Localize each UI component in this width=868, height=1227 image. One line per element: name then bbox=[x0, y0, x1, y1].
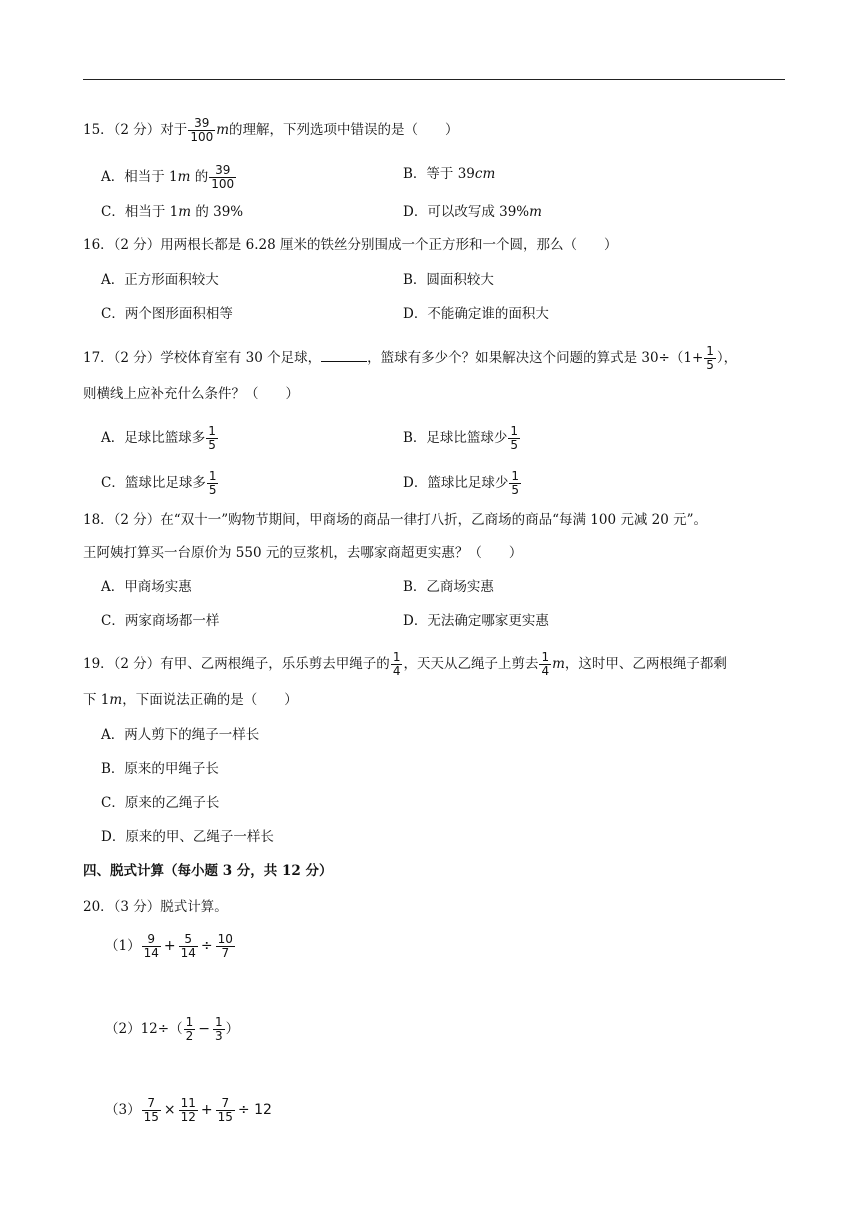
q17-option-d[interactable]: D．篮球比足球少 $\frac{1}{5}$ bbox=[403, 469, 519, 497]
fraction: $\frac{1}{5}$ bbox=[706, 344, 714, 372]
fraction: $\frac{1}{5}$ bbox=[510, 424, 519, 452]
fraction: $\frac{1}{2}$ bbox=[185, 1015, 194, 1043]
q19-stem: 19．（2 分）有甲、乙两根绳子，乐乐剪去甲绳子的 $\frac{1}{4}$ ，天天从乙绳子上剪去 $\frac{1}{4}$ m，这时甲、乙两根绳子都剩 bbox=[83, 650, 727, 678]
fraction: $\frac{5}{14}$ bbox=[180, 932, 196, 960]
q17-option-c[interactable]: C．篮球比足球多 $\frac{1}{5}$ bbox=[101, 469, 217, 497]
fraction: $\frac{7}{15}$ bbox=[143, 1096, 159, 1124]
header-rule bbox=[83, 79, 785, 80]
q18-option-d[interactable]: D．无法确定哪家更实惠 bbox=[403, 613, 549, 629]
q19-option-b[interactable]: B．原来的甲绳子长 bbox=[101, 761, 219, 777]
q16-option-c[interactable]: C．两个图形面积相等 bbox=[101, 306, 233, 322]
q17-option-b[interactable]: B．足球比篮球少 $\frac{1}{5}$ bbox=[403, 424, 519, 452]
q18-stem-line2: 王阿姨打算买一台原价为 550 元的豆浆机，去哪家商超更实惠？（ ） bbox=[83, 545, 523, 561]
q18-option-a[interactable]: A．甲商场实惠 bbox=[101, 579, 192, 595]
fraction: $\frac{1}{4}$ bbox=[541, 650, 550, 678]
q20-part-2: （2）12÷（ $\frac{1}{2}$ − $\frac{1}{3}$ ） bbox=[105, 1015, 240, 1043]
q20-part-3: （3） $\frac{7}{15}$ × $\frac{11}{12}$ + $\frac{7}{15}$ ÷ 12 bbox=[105, 1096, 272, 1124]
q17-option-a[interactable]: A．足球比篮球多 $\frac{1}{5}$ bbox=[101, 424, 216, 452]
fraction: $\frac{1}{5}$ bbox=[208, 469, 217, 497]
fraction: $\frac{1}{4}$ bbox=[392, 650, 401, 678]
q18-stem: 18．（2 分）在“双十一”购物节期间，甲商场的商品一律打八折，乙商场的商品“每满 100 元减 20 元”。 bbox=[83, 512, 708, 528]
fraction: $\frac{1}{5}$ bbox=[208, 424, 216, 452]
q19-option-d[interactable]: D．原来的甲、乙绳子一样长 bbox=[101, 829, 274, 845]
q18-option-b[interactable]: B．乙商场实惠 bbox=[403, 579, 494, 595]
fraction: $\frac{1}{3}$ bbox=[214, 1015, 223, 1043]
q19-option-a[interactable]: A．两人剪下的绳子一样长 bbox=[101, 727, 260, 743]
fraction: $\frac{10}{7}$ bbox=[217, 932, 233, 960]
q19-stem-line2: 下 1m，下面说法正确的是（ ） bbox=[83, 692, 298, 708]
q15-option-b[interactable]: B．等于 39cm bbox=[403, 166, 496, 182]
q16-option-a[interactable]: A．正方形面积较大 bbox=[101, 272, 219, 288]
answer-blank bbox=[321, 349, 367, 362]
q20-part-1: （1） $\frac{9}{14}$ + $\frac{5}{14}$ ÷ $\frac{10}{7}$ bbox=[105, 932, 233, 960]
fraction: $\frac{7}{15}$ bbox=[217, 1096, 233, 1124]
fraction: $\frac{9}{14}$ bbox=[143, 932, 159, 960]
q18-option-c[interactable]: C．两家商场都一样 bbox=[101, 613, 220, 629]
fraction: $\frac{11}{12}$ bbox=[180, 1096, 196, 1124]
q15-option-a[interactable]: A．相当于 1m 的 $\frac{39}{100}$ bbox=[101, 163, 235, 191]
q15-stem: 15．（2 分）对于 $\frac{39}{100}$ m的理解，下列选项中错误的是（ ） bbox=[83, 116, 459, 144]
fraction: $\frac{39}{100}$ bbox=[211, 163, 235, 191]
q17-stem: 17．（2 分）学校体育室有 30 个足球， ，篮球有多少个？如果解决这个问题的算式是 30÷（1+ $\frac{1}{5}$ ）， bbox=[83, 344, 738, 372]
q16-option-d[interactable]: D．不能确定谁的面积大 bbox=[403, 306, 549, 322]
q15-option-c[interactable]: C．相当于 1m 的 39% bbox=[101, 204, 244, 220]
q20-stem: 20．（3 分）脱式计算。 bbox=[83, 899, 228, 915]
q16-stem: 16．（2 分）用两根长都是 6.28 厘米的铁丝分别围成一个正方形和一个圆，那么（ ） bbox=[83, 237, 618, 253]
q16-option-b[interactable]: B．圆面积较大 bbox=[403, 272, 494, 288]
q19-option-c[interactable]: C．原来的乙绳子长 bbox=[101, 795, 220, 811]
section-heading: 四、脱式计算（每小题 3 分，共 12 分） bbox=[83, 863, 333, 879]
fraction: $\frac{39}{100}$ bbox=[190, 116, 214, 144]
q17-stem-line2: 则横线上应补充什么条件？（ ） bbox=[83, 386, 299, 402]
fraction: $\frac{1}{5}$ bbox=[511, 469, 519, 497]
q15-option-d[interactable]: D．可以改写成 39%m bbox=[403, 204, 542, 220]
